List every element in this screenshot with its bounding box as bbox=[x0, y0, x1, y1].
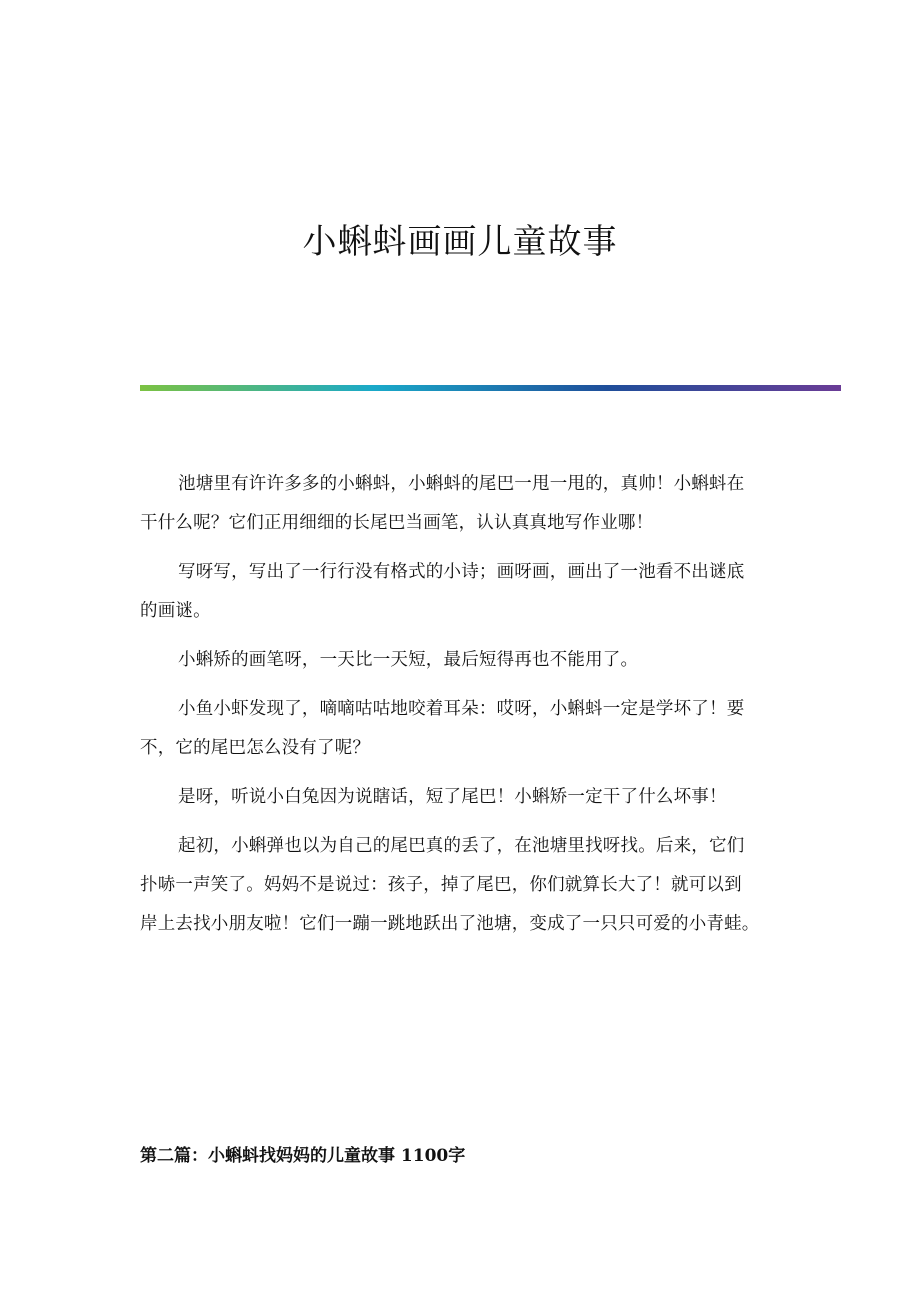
paragraph bbox=[140, 646, 780, 685]
paragraph-line: 写呀写，写出了一行行没有格式的小诗；画呀画，画出了一池看不出谜底 bbox=[178, 562, 745, 582]
paragraph-line: 扑哧一声笑了。妈妈不是说过：孩子，掉了尾巴，你们就算长大了！就可以到 bbox=[140, 875, 742, 895]
paragraph bbox=[140, 783, 780, 822]
paragraph bbox=[140, 695, 780, 773]
document-title: 小蝌蚪画画儿童故事 bbox=[302, 222, 618, 262]
paragraph-line: 小蝌矫的画笔呀，一天比一天短，最后短得再也不能用了。 bbox=[178, 650, 639, 670]
paragraph-line: 岸上去找小朋友啦！它们一蹦一跳地跃出了池塘，变成了一只只可爱的小青蛙。 bbox=[140, 914, 760, 934]
paragraph-line: 池塘里有许许多多的小蝌蚪，小蝌蚪的尾巴一甩一甩的，真帅！小蝌蚪在 bbox=[178, 474, 745, 494]
paragraph-line: 小鱼小虾发现了，嘀嘀咕咕地咬着耳朵：哎呀，小蝌蚪一定是学坏了！要 bbox=[178, 699, 745, 719]
gradient-divider bbox=[140, 385, 841, 391]
paragraph-line: 的画谜。 bbox=[140, 601, 211, 621]
paragraph bbox=[140, 558, 780, 636]
section-heading: 第二篇：小蝌蚪找妈妈的儿童故事 1100字 bbox=[140, 1146, 466, 1166]
paragraph-line: 起初，小蝌弹也以为自己的尾巴真的丢了，在池塘里找呀找。后来，它们 bbox=[178, 836, 745, 856]
paragraph-line: 干什么呢？它们正用细细的长尾巴当画笔，认认真真地写作业哪！ bbox=[140, 513, 654, 533]
paragraph-line: 是呀，听说小白兔因为说瞎话，短了尾巴！小蝌矫一定干了什么坏事！ bbox=[178, 787, 727, 807]
story-body bbox=[140, 470, 780, 959]
paragraph-line: 不，它的尾巴怎么没有了呢？ bbox=[140, 738, 371, 758]
paragraph bbox=[140, 832, 780, 949]
paragraph bbox=[140, 470, 780, 548]
